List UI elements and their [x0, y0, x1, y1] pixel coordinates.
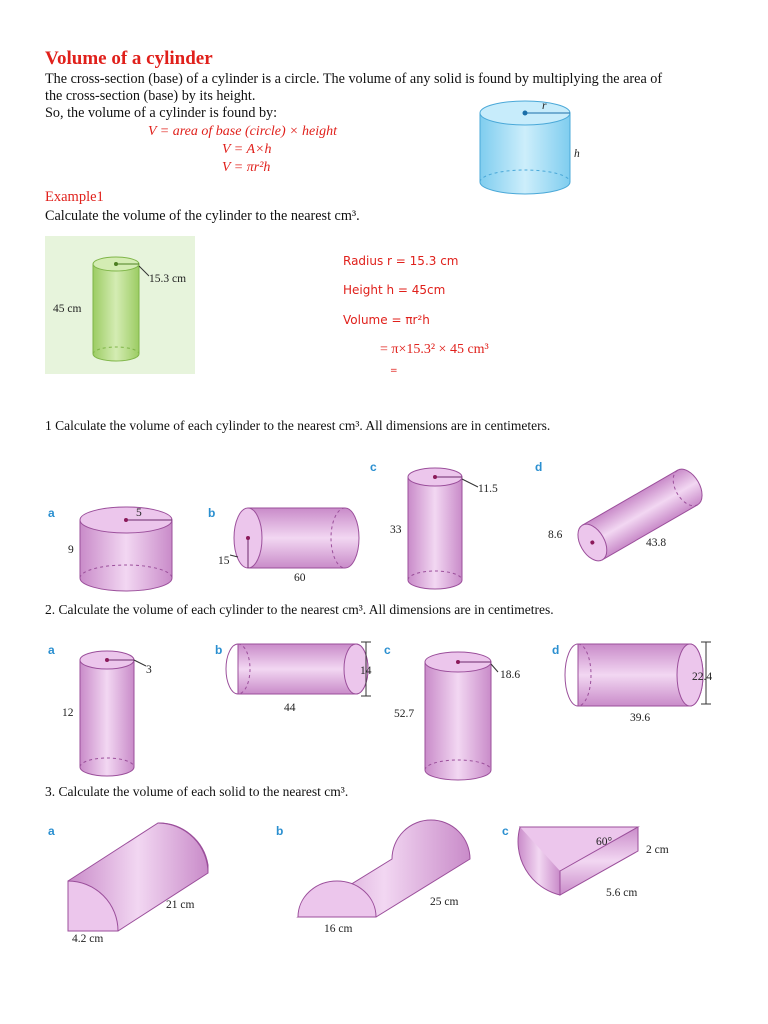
q2-figures [40, 636, 740, 786]
formula-1: V = area of base (circle) × height [148, 124, 338, 139]
q1d-length: 43.8 [646, 537, 667, 549]
example-prompt: Calculate the volume of the cylinder to the nearest cm³. [45, 208, 360, 224]
q1a-letter: a [48, 506, 55, 520]
q3c-radius: 5.6 cm [606, 887, 638, 899]
q1c-height: 33 [390, 524, 402, 536]
q1-figures [40, 455, 740, 600]
q3b-diameter: 16 cm [324, 923, 353, 935]
q3-figures [40, 815, 740, 950]
q3c-letter: c [502, 824, 509, 838]
cylinder-diagram [470, 95, 590, 205]
solution-height: Height h = 45cm [343, 283, 446, 297]
intro-line-3: So, the volume of a cylinder is found by: [45, 105, 278, 121]
q1a-radius: 5 [136, 507, 142, 519]
q1c-radius: 11.5 [478, 483, 498, 495]
example-title: Example1 [45, 189, 104, 205]
q2c-radius: 18.6 [500, 669, 521, 681]
example-cylinder [45, 236, 200, 374]
q1d-radius: 8.6 [548, 529, 563, 541]
intro-line-1: The cross-section (base) of a cylinder is a circle. The volume of any solid is found by multiplying the area of [45, 71, 663, 87]
q1b-letter: b [208, 506, 216, 520]
solution-step-2: = [390, 366, 398, 376]
q3a-radius: 4.2 cm [72, 933, 104, 945]
solution-radius: Radius r = 15.3 cm [343, 254, 459, 268]
solution-volume: Volume = πr²h [343, 313, 430, 327]
q2d-letter: d [552, 643, 560, 657]
intro-line-2: the cross-section (base) by its height. [45, 88, 256, 104]
q3c-height: 2 cm [646, 844, 669, 856]
q1d-letter: d [535, 460, 543, 474]
q2b-letter: b [215, 643, 223, 657]
formula-3: V = πr²h [222, 160, 271, 175]
q2-text: 2. Calculate the volume of each cylinder to the nearest cm³. All dimensions are in centimetres. [45, 602, 554, 617]
q3c-angle: 60° [596, 836, 613, 848]
q2a-radius: 3 [146, 664, 152, 676]
example-radius: 15.3 cm [149, 273, 187, 285]
solution-step: = π×15.3² × 45 cm³ [380, 342, 489, 357]
q3b-length: 25 cm [430, 896, 459, 908]
intro-paragraph [45, 71, 725, 122]
q2b-diameter: 14 [360, 665, 372, 677]
q2d-diameter: 22.4 [692, 671, 713, 683]
formula-2: V = A×h [222, 142, 272, 157]
example-height: 45 cm [53, 303, 82, 315]
q2d-length: 39.6 [630, 712, 651, 724]
q2c-height: 52.7 [394, 708, 415, 720]
q2c-letter: c [384, 643, 391, 657]
q3-text: 3. Calculate the volume of each solid to the nearest cm³. [45, 784, 349, 799]
q2b-length: 44 [284, 702, 296, 714]
q2a-height: 12 [62, 707, 74, 719]
radius-label: r [542, 100, 547, 112]
q3a-length: 21 cm [166, 899, 195, 911]
page-title: Volume of a cylinder [45, 48, 213, 69]
q1b-radius: 15 [218, 555, 230, 567]
q1c-letter: c [370, 460, 377, 474]
q1a-height: 9 [68, 544, 74, 556]
q3b-letter: b [276, 824, 284, 838]
q3a-letter: a [48, 824, 55, 838]
height-label: h [574, 148, 580, 160]
q2a-letter: a [48, 643, 55, 657]
q1b-length: 60 [294, 572, 306, 584]
q1-text: 1 Calculate the volume of each cylinder to the nearest cm³. All dimensions are in centimeters. [45, 418, 551, 433]
